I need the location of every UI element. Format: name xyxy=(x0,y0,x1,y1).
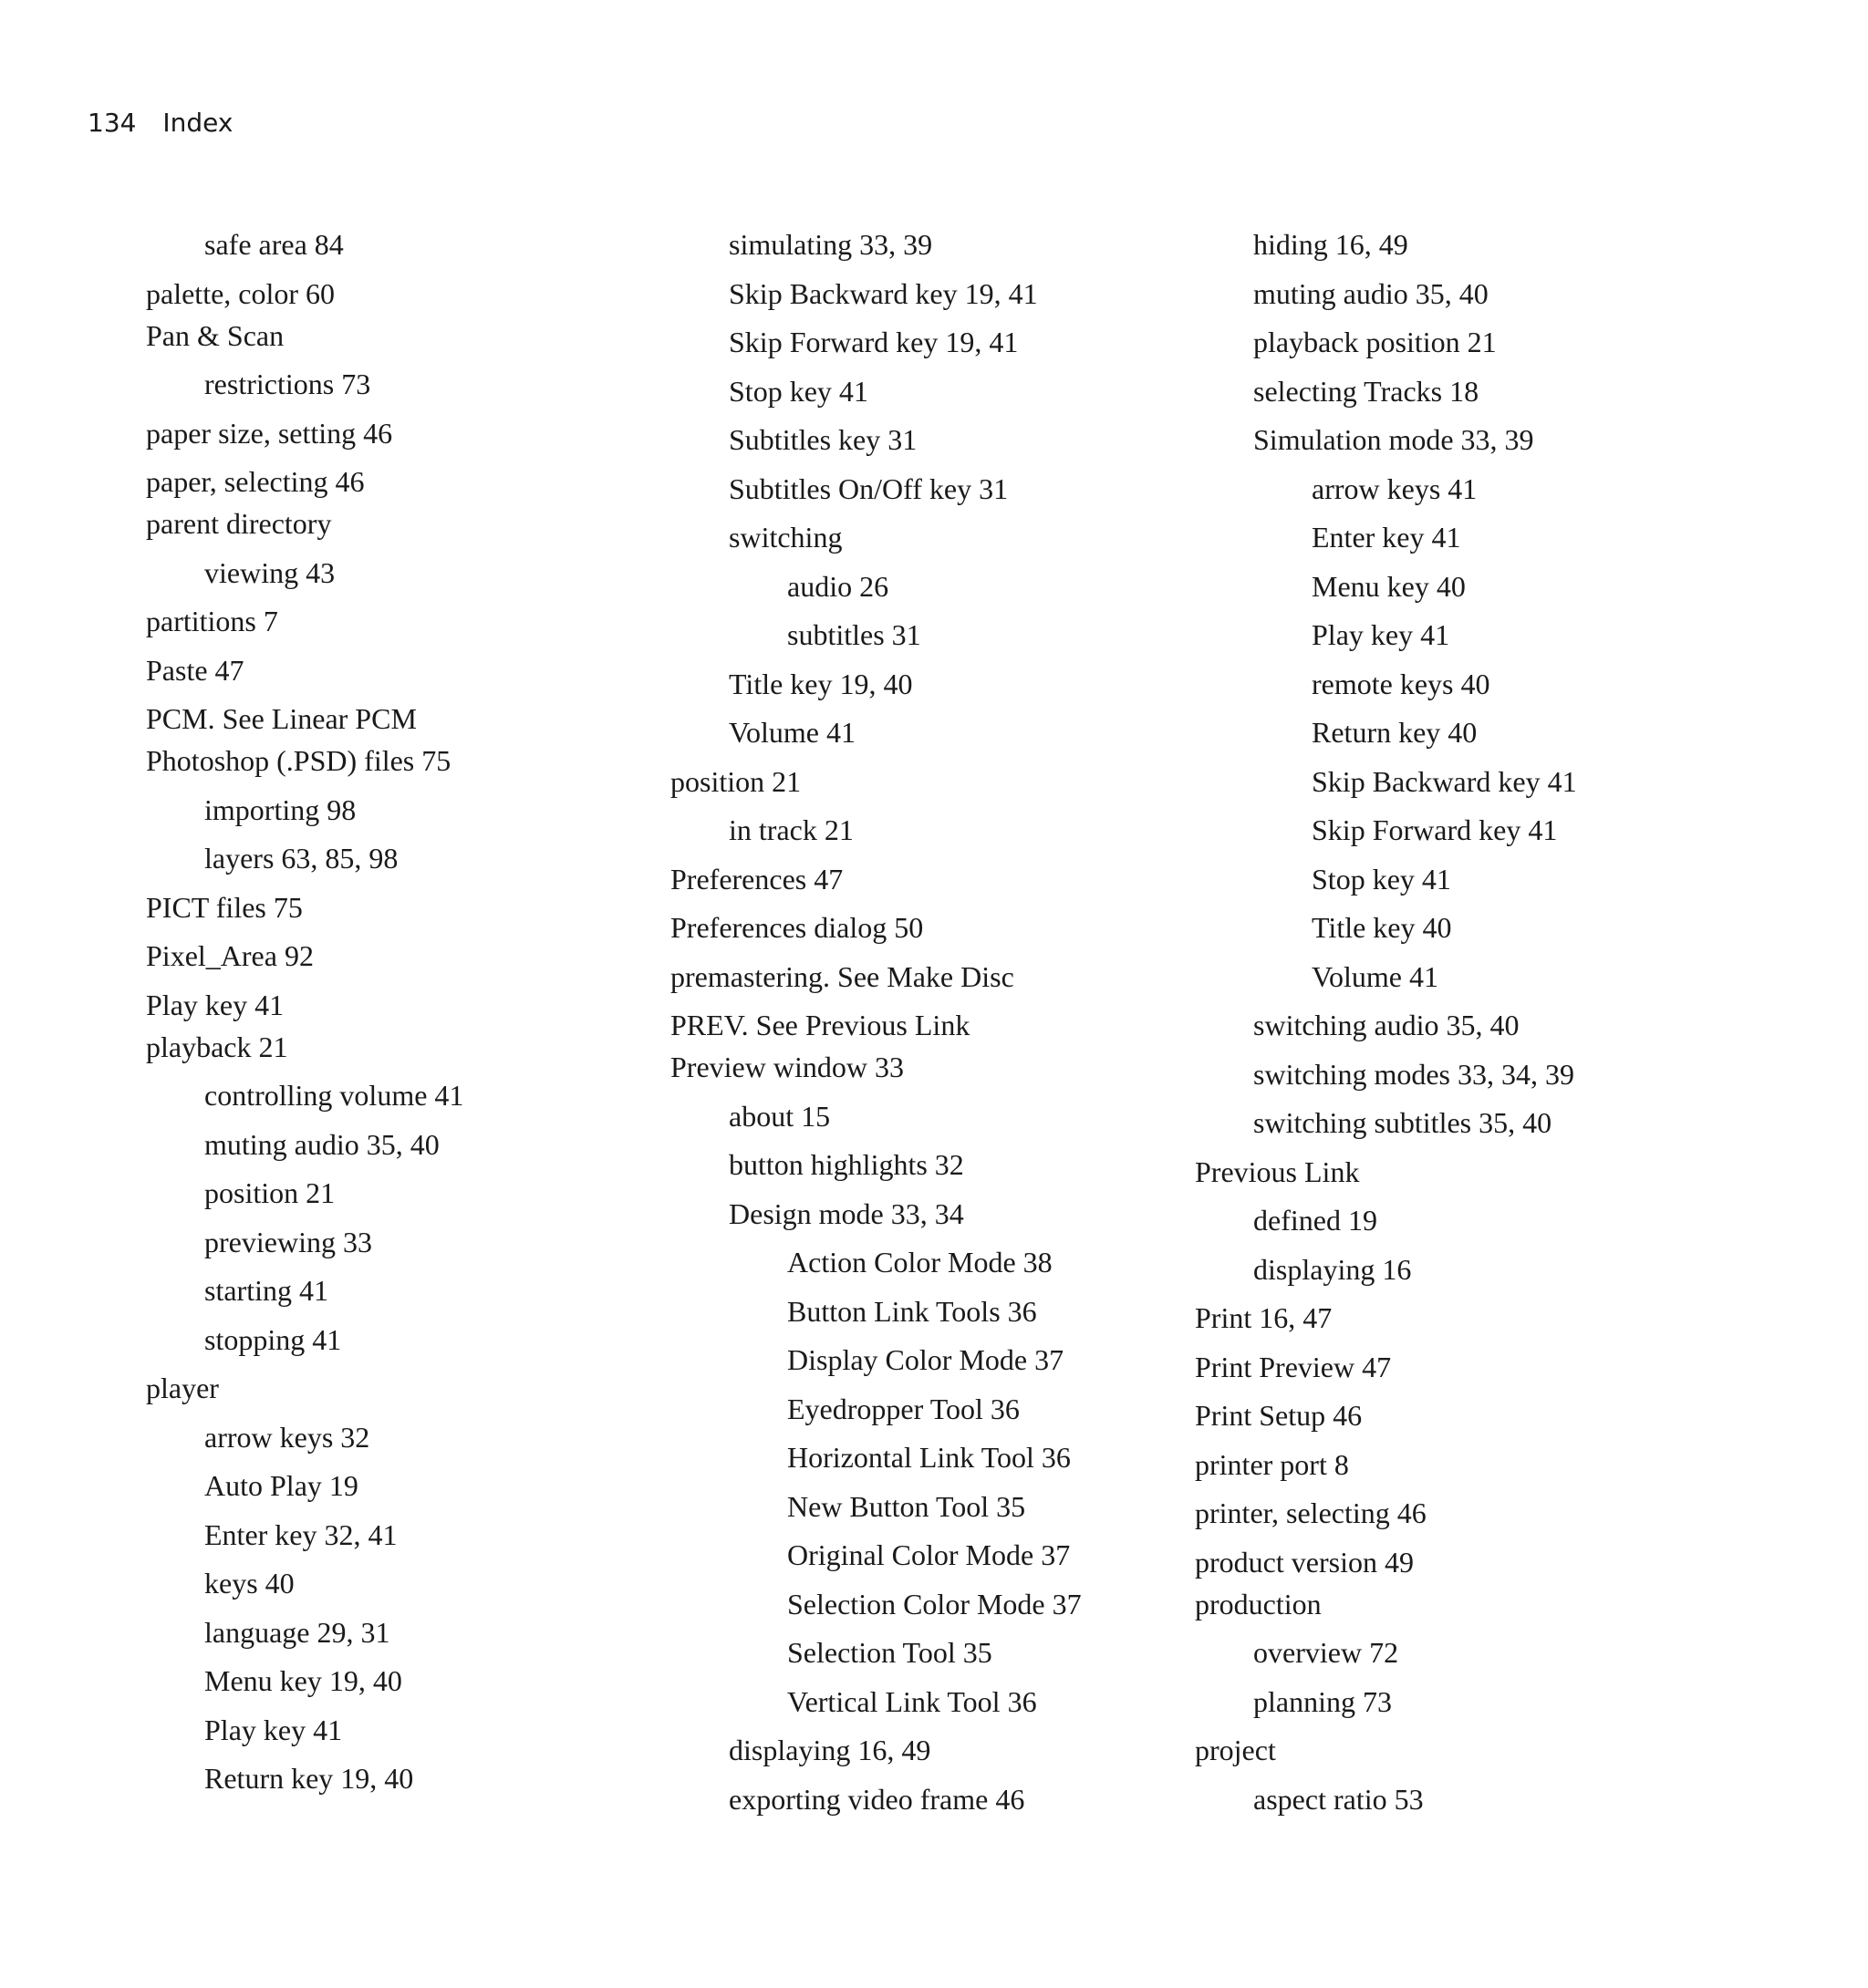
index-entry: Selection Tool 35 xyxy=(787,1636,992,1669)
index-entry: playback 21 xyxy=(146,1030,288,1063)
index-column-3 xyxy=(1195,226,1706,1817)
index-entry: muting audio 35, 40 xyxy=(1253,276,1489,310)
index-entry: Subtitles key 31 xyxy=(729,423,918,456)
index-entry: switching modes 33, 34, 39 xyxy=(1253,1057,1574,1091)
index-entry: Preferences dialog 50 xyxy=(670,911,924,944)
index-entry: Stop key 41 xyxy=(729,374,868,408)
index-entry: player xyxy=(146,1372,219,1404)
index-entry: Paste 47 xyxy=(146,653,244,687)
index-entry: switching xyxy=(729,521,843,554)
index-entry: premastering. See Make Disc xyxy=(670,959,1014,993)
index-entry: muting audio 35, 40 xyxy=(204,1127,440,1161)
index-entry: Pixel_Area 92 xyxy=(146,939,314,972)
index-entry: previewing 33 xyxy=(204,1225,372,1258)
index-entry: paper size, setting 46 xyxy=(146,416,393,450)
index-entry: displaying 16, 49 xyxy=(729,1734,931,1766)
index-entry: Return key 40 xyxy=(1312,716,1478,749)
index-entry: arrow keys 41 xyxy=(1312,471,1478,505)
index-entry: Selection Color Mode 37 xyxy=(787,1587,1082,1620)
index-entry: controlling volume 41 xyxy=(204,1079,464,1112)
index-entry: Photoshop (.PSD) files 75 xyxy=(146,744,451,777)
index-entry: audio 26 xyxy=(787,569,889,603)
index-entry: New Button Tool 35 xyxy=(787,1489,1026,1523)
index-entry: Previous Link xyxy=(1195,1154,1360,1188)
index-entry: Title key 19, 40 xyxy=(729,667,913,700)
index-entry: Horizontal Link Tool 36 xyxy=(787,1441,1071,1474)
index-entry: Auto Play 19 xyxy=(204,1469,358,1502)
index-entry: PREV. See Previous Link xyxy=(670,1009,970,1041)
index-entry: printer port 8 xyxy=(1195,1447,1349,1481)
index-entry: Button Link Tools 36 xyxy=(787,1294,1037,1328)
index-entry: Play key 41 xyxy=(1312,618,1450,651)
index-entry: defined 19 xyxy=(1253,1204,1377,1237)
index-entry: simulating 33, 39 xyxy=(729,228,933,261)
index-entry: Print Setup 46 xyxy=(1195,1399,1363,1432)
index-entry: Volume 41 xyxy=(729,716,856,749)
index-entry: Stop key 41 xyxy=(1312,862,1451,896)
index-entry: viewing 43 xyxy=(204,555,336,589)
index-entry: position 21 xyxy=(670,764,802,798)
index-entry: safe area 84 xyxy=(204,228,344,261)
index-column-1 xyxy=(146,226,657,1796)
index-entry: Enter key 32, 41 xyxy=(204,1517,398,1551)
index-entry: Skip Backward key 41 xyxy=(1312,764,1577,798)
index-entry: starting 41 xyxy=(204,1274,328,1307)
index-entry: product version 49 xyxy=(1195,1545,1414,1579)
index-entry: production xyxy=(1195,1587,1322,1620)
index-entry: planning 73 xyxy=(1253,1684,1392,1718)
index-entry: Vertical Link Tool 36 xyxy=(787,1684,1037,1718)
index-entry: Print Preview 47 xyxy=(1195,1350,1392,1383)
index-entry: PICT files 75 xyxy=(146,890,303,924)
index-entry: Preview window 33 xyxy=(670,1051,904,1083)
index-entry: remote keys 40 xyxy=(1312,667,1490,700)
index-entry: switching subtitles 35, 40 xyxy=(1253,1106,1552,1139)
index-entry: Play key 41 xyxy=(204,1713,343,1746)
index-entry: Volume 41 xyxy=(1312,959,1438,993)
index-entry: Title key 40 xyxy=(1312,911,1452,944)
index-entry: displaying 16 xyxy=(1253,1252,1412,1286)
index-entry: printer, selecting 46 xyxy=(1195,1496,1427,1529)
index-entry: Print 16, 47 xyxy=(1195,1301,1333,1334)
index-entry: keys 40 xyxy=(204,1567,295,1600)
index-entry: stopping 41 xyxy=(204,1322,342,1356)
index-entry: restrictions 73 xyxy=(204,368,371,400)
index-entry: hiding 16, 49 xyxy=(1253,228,1408,261)
index-entry: Original Color Mode 37 xyxy=(787,1538,1071,1571)
index-entry: paper, selecting 46 xyxy=(146,465,365,498)
index-entry: aspect ratio 53 xyxy=(1253,1782,1424,1816)
index-entry: subtitles 31 xyxy=(787,618,921,651)
index-entry: Enter key 41 xyxy=(1312,521,1461,554)
index-entry: Skip Backward key 19, 41 xyxy=(729,276,1038,310)
page-header xyxy=(88,108,233,138)
index-entry: language 29, 31 xyxy=(204,1615,390,1649)
index-entry: Menu key 40 xyxy=(1312,569,1466,603)
index-entry: Pan & Scan xyxy=(146,318,285,352)
index-entry: Skip Forward key 41 xyxy=(1312,813,1558,846)
index-entry: Eyedropper Tool 36 xyxy=(787,1392,1020,1425)
index-entry: in track 21 xyxy=(729,813,854,846)
index-entry: Subtitles On/Off key 31 xyxy=(729,471,1009,505)
index-entry: switching audio 35, 40 xyxy=(1253,1009,1520,1041)
index-entry: selecting Tracks 18 xyxy=(1253,374,1479,408)
index-entry: Design mode 33, 34 xyxy=(729,1196,964,1230)
index-entry: Display Color Mode 37 xyxy=(787,1343,1064,1376)
index-entry: Skip Forward key 19, 41 xyxy=(729,326,1019,358)
index-entry: palette, color 60 xyxy=(146,276,336,310)
index-entry: Menu key 19, 40 xyxy=(204,1664,402,1697)
index-entry: partitions 7 xyxy=(146,605,278,637)
index-entry: Return key 19, 40 xyxy=(204,1762,414,1795)
index-entry: parent directory xyxy=(146,507,332,540)
index-entry: overview 72 xyxy=(1253,1636,1399,1669)
index-entry: exporting video frame 46 xyxy=(729,1782,1025,1816)
index-entry: PCM. See Linear PCM xyxy=(146,702,417,735)
page-number: 134 xyxy=(88,108,137,138)
index-entry: Action Color Mode 38 xyxy=(787,1246,1053,1279)
index-entry: playback position 21 xyxy=(1253,326,1497,358)
index-entry: position 21 xyxy=(204,1176,336,1209)
index-column-2 xyxy=(670,226,1181,1817)
index-entry: importing 98 xyxy=(204,792,357,826)
index-entry: layers 63, 85, 98 xyxy=(204,842,399,875)
index-entry: Simulation mode 33, 39 xyxy=(1253,423,1534,456)
index-entry: about 15 xyxy=(729,1099,831,1133)
index-entry: project xyxy=(1195,1734,1276,1766)
index-entry: Preferences 47 xyxy=(670,862,844,896)
section-title: Index xyxy=(162,108,234,138)
index-entry: arrow keys 32 xyxy=(204,1420,370,1454)
index-entry: Play key 41 xyxy=(146,988,285,1021)
index-entry: button highlights 32 xyxy=(729,1148,964,1181)
